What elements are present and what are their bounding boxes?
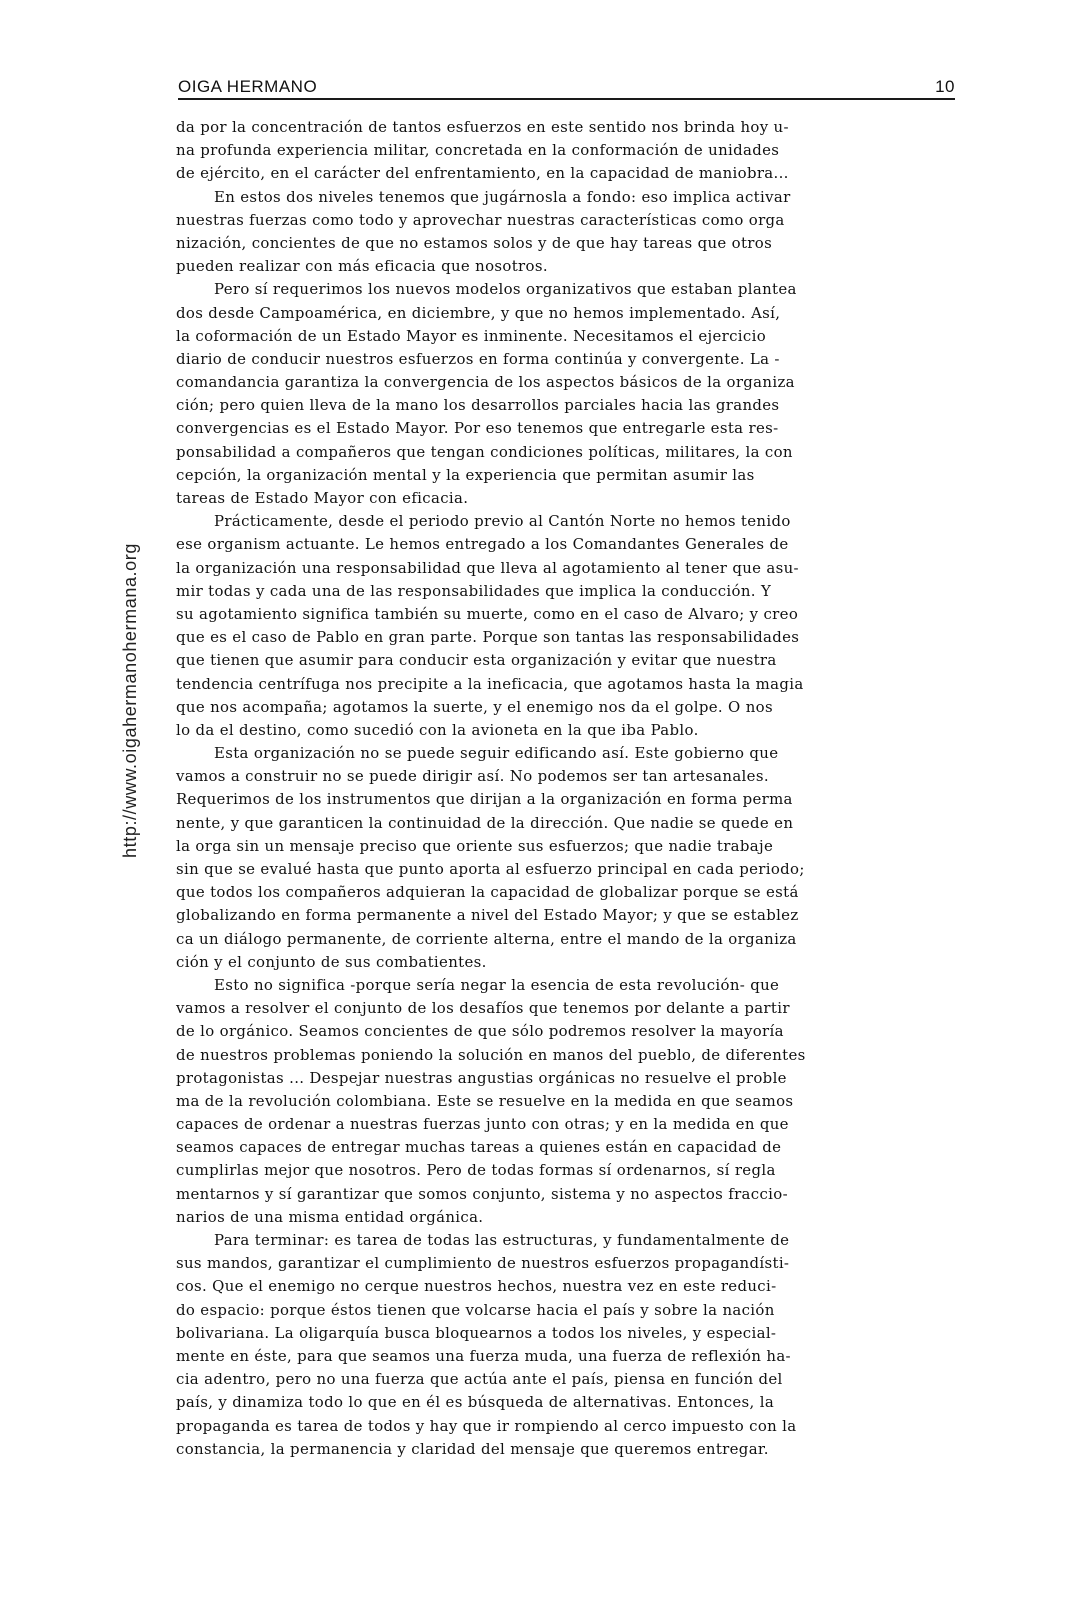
text-line: la organización una responsabilidad que lleva al agotamiento al tener que asu- <box>176 558 799 577</box>
text-line: narios de una misma entidad orgánica. <box>176 1207 484 1226</box>
text-line: lo da el destino, como sucedió con la avioneta en la que iba Pablo. <box>176 720 699 739</box>
text-line: nuestras fuerzas como todo y aprovechar nuestras características como orga <box>176 210 785 229</box>
text-line: tendencia centrífuga nos precipite a la ineficacia, que agotamos hasta la magia <box>176 674 804 693</box>
text-line: cumplirlas mejor que nosotros. Pero de todas formas sí ordenarnos, sí regla <box>176 1161 776 1180</box>
text-line: la coformación de un Estado Mayor es inminente. Necesitamos el ejercicio <box>176 326 767 345</box>
text-line: que nos acompaña; agotamos la suerte, y el enemigo nos da el golpe. O nos <box>176 697 773 716</box>
text-line: seamos capaces de entregar muchas tareas a quienes están en capacidad de <box>176 1138 782 1157</box>
text-line: de nuestros problemas poniendo la solución en manos del pueblo, de diferentes <box>176 1045 806 1064</box>
text-line: ción y el conjunto de sus combatientes. <box>176 952 487 971</box>
text-line: nización, concientes de que no estamos solos y de que hay tareas que otros <box>176 233 773 252</box>
text-line: tareas de Estado Mayor con eficacia. <box>176 489 469 507</box>
paragraph-first-line: Prácticamente, desde el periodo previo al Cantón Norte no hemos tenido <box>214 512 791 531</box>
page-number: 10 <box>935 77 955 96</box>
text-line: Requerimos de los instrumentos que dirijan a la organización en forma perma <box>176 790 793 809</box>
text-line: pueden realizar con más eficacia que nosotros. <box>176 257 548 276</box>
text-line: da por la concentración de tantos esfuerzos en este sentido nos brinda hoy u- <box>176 118 789 136</box>
text-line: de lo orgánico. Seamos concientes de que sólo podremos resolver la mayoría <box>176 1022 784 1041</box>
text-line: convergencias es el Estado Mayor. Por eso tenemos que entregarle esta res- <box>176 419 779 438</box>
text-line: ese organism actuante. Le hemos entregado a los Comandantes Generales de <box>176 535 789 554</box>
text-line: protagonistas ... Despejar nuestras angustias orgánicas no resuelve el proble <box>176 1068 787 1087</box>
running-header <box>178 72 955 100</box>
text-line: do espacio: porque éstos tienen que volcarse hacia el país y sobre la nación <box>176 1300 775 1319</box>
text-line: ción; pero quien lleva de la mano los desarrollos parciales hacia las grandes <box>176 396 780 415</box>
text-line: de ejército, en el carácter del enfrentamiento, en la capacidad de maniobra... <box>176 164 789 183</box>
watermark <box>110 530 150 870</box>
text-line: mente en éste, para que seamos una fuerza muda, una fuerza de reflexión ha- <box>176 1346 791 1365</box>
text-line: cos. Que el enemigo no cerque nuestros hechos, nuestra vez en este reduci- <box>176 1277 777 1296</box>
text-line: ca un diálogo permanente, de corriente alterna, entre el mando de la organiza <box>176 929 797 948</box>
text-line: dos desde Campoamérica, en diciembre, y que no hemos implementado. Así, <box>176 303 781 322</box>
text-line: vamos a resolver el conjunto de los desafíos que tenemos por delante a partir <box>176 999 790 1018</box>
text-line: constancia, la permanencia y claridad del mensaje que queremos entregar. <box>176 1439 769 1458</box>
text-line: comandancia garantiza la convergencia de los aspectos básicos de la organiza <box>176 373 795 392</box>
paragraph-first-line: Para terminar: es tarea de todas las estructuras, y fundamentalmente de <box>214 1231 790 1249</box>
text-line: cia adentro, pero no una fuerza que actúa ante el país, piensa en función del <box>176 1370 783 1389</box>
text-line: mentarnos y sí garantizar que somos conjunto, sistema y no aspectos fraccio- <box>176 1184 788 1203</box>
paragraph-first-line: Esta organización no se puede seguir edificando así. Este gobierno que <box>214 744 779 763</box>
watermark-url: http://www.oigahermanohermana.org <box>119 542 140 858</box>
paragraph-first-line: En estos dos niveles tenemos que jugárnosla a fondo: eso implica activar <box>214 187 791 206</box>
text-line: sus mandos, garantizar el cumplimiento de nuestros esfuerzos propagandísti- <box>176 1254 790 1273</box>
text-line: cepción, la organización mental y la experiencia que permitan asumir las <box>176 465 755 484</box>
text-line: sin que se evalué hasta que punto aporta al esfuerzo principal en cada periodo; <box>176 860 805 878</box>
text-line: nente, y que garanticen la continuidad de la dirección. Que nadie se quede en <box>176 813 794 832</box>
text-line: capaces de ordenar a nuestras fuerzas junto con otras; y en la medida en que <box>176 1115 789 1134</box>
text-line: su agotamiento significa también su muerte, como en el caso de Alvaro; y creo <box>176 604 799 623</box>
paragraph-first-line: Pero sí requerimos los nuevos modelos organizativos que estaban plantea <box>214 280 797 299</box>
header-title: OIGA HERMANO <box>178 77 318 96</box>
body-text <box>176 116 966 1461</box>
text-line: ponsabilidad a compañeros que tengan condiciones políticas, militares, la con <box>176 442 793 461</box>
text-line: globalizando en forma permanente a nivel del Estado Mayor; y que se establez <box>176 906 799 925</box>
text-line: que es el caso de Pablo en gran parte. Porque son tantas las responsabilidades <box>176 628 800 647</box>
text-line: mir todas y cada una de las responsabilidades que implica la conducción. Y <box>176 581 772 600</box>
text-line: diario de conducir nuestros esfuerzos en forma continúa y convergente. La - <box>176 349 780 368</box>
text-line: la orga sin un mensaje preciso que oriente sus esfuerzos; que nadie trabaje <box>176 836 774 855</box>
text-line: propaganda es tarea de todos y hay que ir rompiendo al cerco impuesto con la <box>176 1416 797 1435</box>
text-line: ma de la revolución colombiana. Este se resuelve en la medida en que seamos <box>176 1091 794 1110</box>
text-line: na profunda experiencia militar, concretada en la conformación de unidades <box>176 141 780 160</box>
text-line: vamos a construir no se puede dirigir así. No podemos ser tan artesanales. <box>176 767 769 786</box>
text-line: país, y dinamiza todo lo que en él es búsqueda de alternativas. Entonces, la <box>176 1393 775 1412</box>
paragraph-first-line: Esto no significa -porque sería negar la esencia de esta revolución- que <box>214 975 780 994</box>
text-line: que todos los compañeros adquieran la capacidad de globalizar porque se está <box>176 883 799 902</box>
text-line: que tienen que asumir para conducir esta organización y evitar que nuestra <box>176 651 777 670</box>
text-line: bolivariana. La oligarquía busca bloquearnos a todos los niveles, y especial- <box>176 1323 777 1342</box>
